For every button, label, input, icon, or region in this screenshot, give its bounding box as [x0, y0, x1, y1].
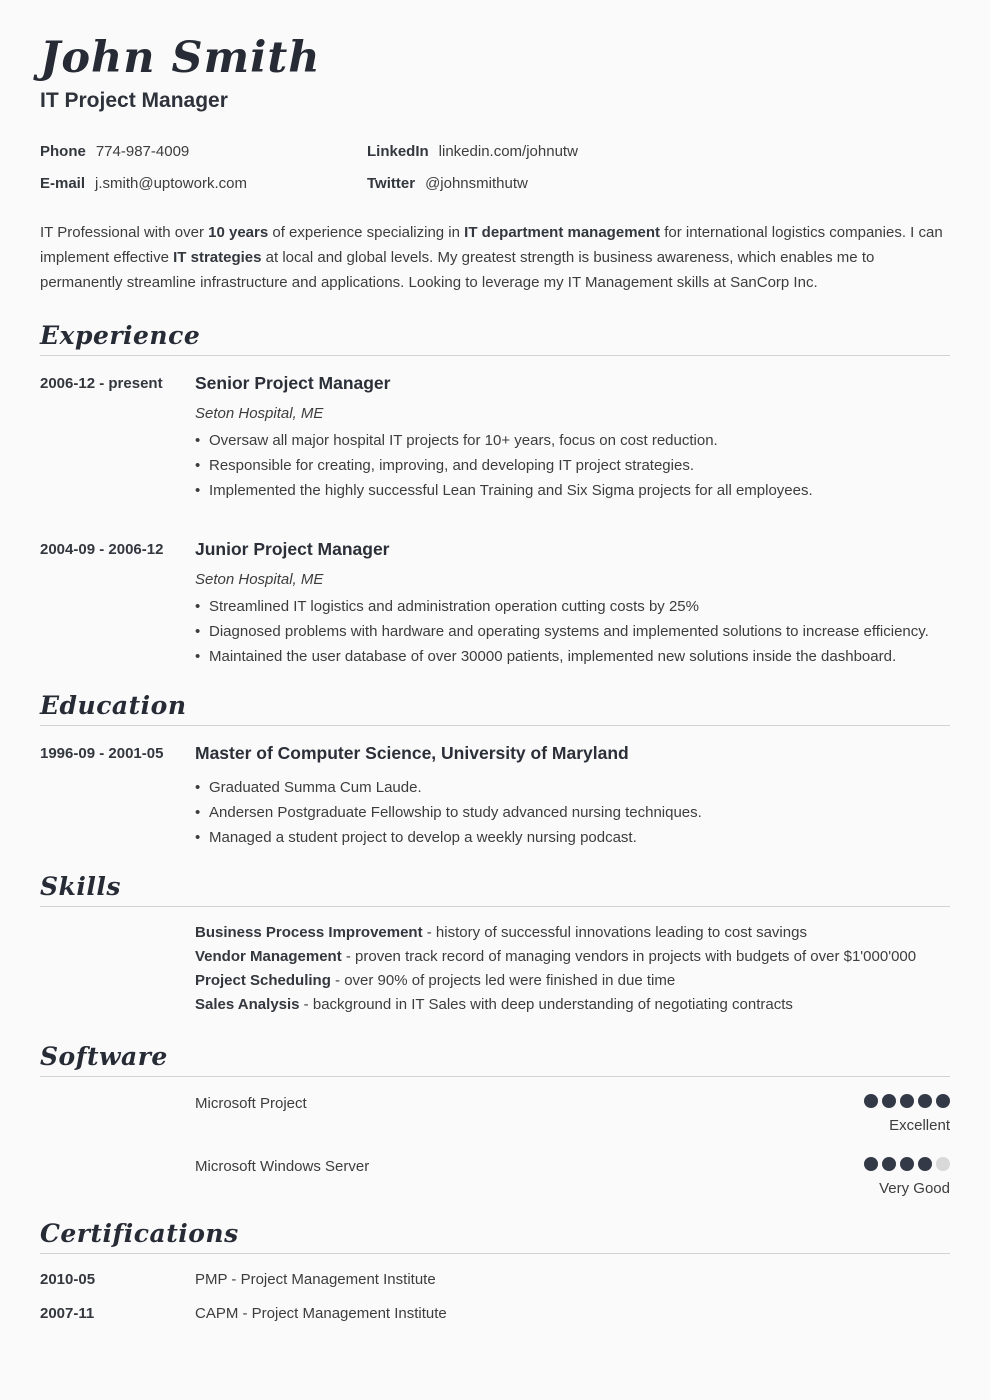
rating-dot-filled [936, 1094, 950, 1108]
section-software [40, 1042, 950, 1197]
section-heading-certifications: Certifications [40, 1219, 950, 1254]
entry-subtitle: Seton Hospital, ME [195, 405, 324, 423]
entry [40, 743, 950, 850]
rating-dot-filled [864, 1094, 878, 1108]
certification-name: PMP - Project Management Institute [195, 1271, 436, 1289]
rating-dot-filled [900, 1094, 914, 1108]
professional-summary [40, 220, 950, 295]
bullet-item: • Andersen Postgraduate Fellowship to study advanced nursing techniques. [195, 800, 950, 825]
bullet-item: • Implemented the highly successful Lean Training and Six Sigma projects for all employees. [195, 478, 950, 503]
skill-desc: - background in IT Sales with deep understanding of negotiating contracts [299, 996, 793, 1014]
skill-item [195, 972, 950, 990]
software-item [195, 1094, 950, 1134]
section-heading-software: Software [40, 1042, 950, 1077]
software-row-wrap [40, 1157, 950, 1197]
section-body-skills [40, 907, 950, 1020]
entry-title: Junior Project Manager [195, 539, 390, 560]
contact-twitter-label: Twitter [367, 175, 416, 193]
section-certifications [40, 1219, 950, 1322]
rating-dot-filled [864, 1157, 878, 1171]
contact-phone-value: 774-987-4009 [95, 143, 190, 161]
contact-info [40, 143, 950, 192]
rating-dot-empty [936, 1157, 950, 1171]
entry [40, 373, 950, 503]
rating-dot-filled [918, 1157, 932, 1171]
job-title: IT Project Manager [40, 89, 228, 113]
section-body-education [40, 726, 950, 850]
contact-linkedin [367, 143, 950, 160]
entry-content [195, 373, 950, 503]
summary-text: of experience specializing in [268, 224, 465, 242]
contact-linkedin-label: LinkedIn [367, 143, 429, 161]
certification-name: CAPM - Project Management Institute [195, 1305, 447, 1323]
section-education [40, 691, 950, 850]
section-heading-education: Education [40, 691, 950, 726]
bullet-item: • Managed a student project to develop a weekly nursing podcast. [195, 825, 950, 850]
summary-bold-text: IT strategies [173, 249, 262, 267]
section-body-certifications [40, 1254, 950, 1322]
contact-twitter [367, 175, 950, 192]
skill-term: Vendor Management [195, 948, 342, 966]
skill-desc: - over 90% of projects led were finished in due time [330, 972, 676, 990]
section-experience [40, 321, 950, 669]
skill-term: Project Scheduling [195, 972, 331, 990]
entry-date: 2006-12 - present [40, 375, 163, 393]
skill-desc: - history of successful innovations leading to cost savings [422, 924, 807, 942]
skill-term: Business Process Improvement [195, 924, 423, 942]
skill-row-wrap [40, 972, 950, 996]
summary-bold-text: IT department management [464, 224, 661, 242]
contact-email-label: E-mail [40, 175, 86, 193]
section-skills [40, 872, 950, 1020]
section-heading-skills: Skills [40, 872, 950, 907]
certification-date: 2007-11 [40, 1305, 95, 1323]
rating-label: Very Good [879, 1180, 950, 1198]
section-body-software [40, 1077, 950, 1197]
resume-header [40, 34, 950, 192]
entry-title: Senior Project Manager [195, 373, 391, 394]
entry-content [195, 743, 950, 850]
section-heading-experience: Experience [40, 321, 950, 356]
bullet-item: • Oversaw all major hospital IT projects for 10+ years, focus on cost reduction. [195, 428, 950, 453]
section-body-experience [40, 356, 950, 669]
contact-phone [40, 143, 367, 160]
contact-linkedin-value: linkedin.com/johnutw [438, 143, 578, 161]
entry-date: 2004-09 - 2006-12 [40, 541, 164, 559]
rating-dot-filled [918, 1094, 932, 1108]
entry-content [195, 539, 950, 669]
bullet-item: • Diagnosed problems with hardware and operating systems and implemented solutions to increase efficiency. [195, 619, 950, 644]
rating-dot-filled [900, 1157, 914, 1171]
skill-row-wrap [40, 924, 950, 948]
contact-phone-label: Phone [40, 143, 86, 161]
skill-row-wrap [40, 996, 950, 1020]
skill-row-wrap [40, 948, 950, 972]
rating-dots [864, 1157, 950, 1171]
summary-text: at local and global levels. My greatest strength is business awareness, which enables me to permanently streamline infrastructure and applications. Looking to leverage my IT Management skills at SanCorp Inc. [40, 249, 875, 292]
software-row-wrap [40, 1094, 950, 1134]
entry-date: 1996-09 - 2001-05 [40, 745, 164, 763]
summary-text: for international logistics companies. I can implement effective [40, 224, 943, 267]
rating-dot-filled [882, 1157, 896, 1171]
certification-row [40, 1271, 950, 1288]
skill-item [195, 924, 950, 942]
software-rating [864, 1157, 950, 1197]
entry-title: Master of Computer Science, University of Maryland [195, 743, 629, 764]
summary-text: IT Professional with over [40, 224, 209, 242]
rating-dot-filled [882, 1094, 896, 1108]
bullet-item: • Streamlined IT logistics and administration operation cutting costs by 25% [195, 594, 950, 619]
candidate-name: John Smith [40, 33, 321, 83]
summary-bold-text: 10 years [208, 224, 269, 242]
contact-email [40, 175, 367, 192]
entry-subtitle: Seton Hospital, ME [195, 571, 324, 589]
bullet-item: • Maintained the user database of over 30000 patients, implemented new solutions inside the dashboard. [195, 644, 950, 669]
resume-sections [40, 321, 950, 1322]
skill-item [195, 996, 950, 1014]
entry-bullets [195, 775, 950, 850]
software-name: Microsoft Project [195, 1095, 307, 1113]
entry-bullets [195, 428, 950, 503]
entry-bullets [195, 594, 950, 669]
entry [40, 539, 950, 669]
bullet-item: • Responsible for creating, improving, and developing IT project strategies. [195, 453, 950, 478]
skill-term: Sales Analysis [195, 996, 300, 1014]
certification-row [40, 1305, 950, 1322]
certification-date: 2010-05 [40, 1271, 96, 1289]
bullet-item: • Graduated Summa Cum Laude. [195, 775, 950, 800]
rating-label: Excellent [889, 1117, 950, 1135]
skill-desc: - proven track record of managing vendors in projects with budgets of over $1'000'000 [341, 948, 917, 966]
skill-item [195, 948, 950, 966]
rating-dots [864, 1094, 950, 1108]
software-rating [864, 1094, 950, 1134]
contact-twitter-value: @johnsmithutw [425, 175, 528, 193]
software-name: Microsoft Windows Server [195, 1158, 370, 1176]
software-item [195, 1157, 950, 1197]
contact-email-value: j.smith@uptowork.com [95, 175, 247, 193]
